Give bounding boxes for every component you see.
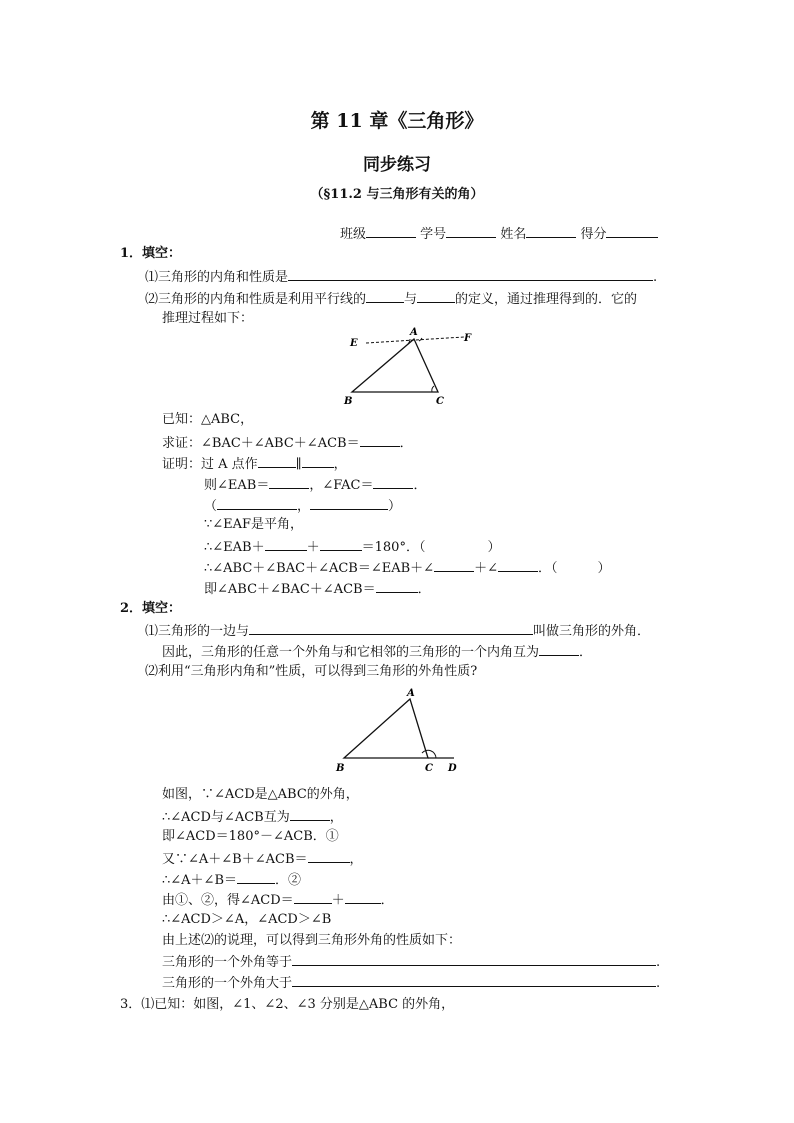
proof-blank-b[interactable] — [302, 455, 334, 468]
label-e: E — [350, 338, 358, 349]
q2-line-6-blank-b[interactable] — [345, 891, 381, 904]
q1-part2 — [145, 290, 637, 307]
label-b-2: B — [336, 763, 345, 774]
q2-part1 — [145, 622, 650, 639]
q1-heading: 1．填空： — [120, 246, 182, 261]
q1-part2-blank-b[interactable] — [417, 290, 455, 303]
q2-line-1: 如图，∵∠ACD是△ABC的外角， — [162, 787, 359, 802]
label-b: B — [344, 396, 353, 407]
student-info-row — [340, 223, 658, 242]
section-label: （§11.2 与三角形有关的角） — [310, 187, 484, 202]
number-blank[interactable] — [446, 225, 496, 238]
therefore2-text-a: ∴∠ABC＋∠BAC＋∠ACB＝∠EAB＋∠ — [204, 561, 435, 576]
therefore1-text-c: ＝180°．（ — [361, 540, 426, 555]
therefore1-blank-a[interactable] — [265, 538, 307, 551]
therefore1-text-b: ＋ — [306, 540, 320, 555]
known-line: 已知：△ABC， — [162, 412, 254, 427]
then-blank-b[interactable] — [373, 476, 413, 489]
that-is-text: 即∠ABC＋∠BAC＋∠ACB＝ — [204, 582, 376, 597]
that-is-blank[interactable] — [376, 580, 418, 593]
q1-part2-text-b: 与 — [404, 292, 418, 307]
q2-line-10-blank[interactable] — [292, 974, 656, 987]
paren-comma: ， — [297, 499, 311, 514]
q2-line-10-end: . — [656, 976, 661, 991]
q1-part2-cont: 推理过程如下： — [162, 311, 254, 326]
q2-line-7: ∴∠ACD＞∠A，∠ACD＞∠B — [162, 912, 332, 927]
parallel-symbol: ∥ — [295, 457, 302, 472]
therefore2-text-b: ＋∠ — [474, 561, 498, 576]
therefore-line-1 — [204, 538, 500, 555]
q2-line-2-end: ， — [329, 810, 343, 825]
class-blank[interactable] — [366, 225, 416, 238]
q2-part1-text-a: ⑴三角形的一边与 — [145, 624, 250, 639]
that-is-line — [204, 580, 431, 597]
q1-part1-text: ⑴三角形的内角和性质是 — [145, 270, 289, 285]
q2-line-4-end: ， — [349, 852, 363, 867]
proof-blank-a[interactable] — [258, 455, 296, 468]
paren-close: ） — [388, 499, 402, 514]
q2-line-5 — [162, 871, 301, 888]
label-a: A — [410, 327, 418, 338]
q2-line-9-blank[interactable] — [292, 953, 656, 966]
name-label: 姓名 — [500, 227, 527, 242]
q2-line-4-text: 又∵∠A＋∠B＋∠ACB＝ — [162, 852, 308, 867]
q2-part1-cont-end: ． — [579, 645, 593, 660]
label-f: F — [464, 333, 472, 344]
q1-part2-blank-a[interactable] — [366, 290, 404, 303]
class-label: 班级 — [340, 227, 367, 242]
prove-text: 求证：∠BAC＋∠ABC＋∠ACB＝ — [162, 436, 360, 451]
q1-part1 — [145, 268, 657, 285]
q1-part1-end: . — [653, 270, 658, 285]
label-c: C — [436, 396, 444, 407]
triangle-figure-1 — [340, 324, 480, 410]
label-c-2: C — [425, 763, 433, 774]
q2-line-5-blank[interactable] — [237, 871, 275, 884]
q2-part1-cont-text: 因此，三角形的任意一个外角与和它相邻的三角形的一个内角互为 — [162, 645, 540, 660]
paren-open: （ — [204, 499, 218, 514]
q2-line-9 — [162, 953, 660, 970]
because-line: ∵∠EAF是平角， — [204, 517, 304, 532]
q2-line-4-blank[interactable] — [308, 850, 350, 863]
therefore2-blank-a[interactable] — [434, 559, 474, 572]
triangle-figure-2 — [330, 682, 470, 776]
page-subtitle: 同步练习 — [363, 155, 431, 175]
score-label: 得分 — [580, 227, 607, 242]
q2-line-2-blank[interactable] — [290, 808, 330, 821]
q2-line-6-end: ． — [380, 893, 394, 908]
q2-line-2-text: ∴∠ACD与∠ACB互为 — [162, 810, 290, 825]
that-is-end: ． — [417, 582, 431, 597]
then-end: ． — [413, 478, 427, 493]
therefore1-end: ） — [487, 540, 501, 555]
q1-part1-blank[interactable] — [288, 268, 653, 281]
then-line — [204, 476, 426, 493]
q2-part1-text-b: 叫做三角形的外角． — [533, 624, 651, 639]
prove-end: ． — [399, 436, 413, 451]
therefore1-blank-b[interactable] — [320, 538, 362, 551]
q2-line-9-end: . — [656, 955, 661, 970]
q2-line-10-text: 三角形的一个外角大于 — [162, 976, 293, 991]
then-text-a: 则∠EAB＝ — [204, 478, 270, 493]
reason-blank-b[interactable] — [310, 497, 388, 510]
angle-mark-acd — [422, 750, 436, 758]
q1-part2-text-a: ⑵三角形的内角和性质是利用平行线的 — [145, 292, 367, 307]
q2-line-5-end: ．② — [275, 873, 302, 888]
q2-line-6-blank-a[interactable] — [294, 891, 332, 904]
therefore2-blank-b[interactable] — [498, 559, 538, 572]
name-blank[interactable] — [526, 225, 576, 238]
therefore2-end: ） — [597, 561, 611, 576]
reason-blank-a[interactable] — [217, 497, 297, 510]
q2-line-4 — [162, 850, 363, 867]
q2-line-8: 由上述⑵的说理，可以得到三角形外角的性质如下： — [162, 933, 462, 948]
then-blank-a[interactable] — [269, 476, 309, 489]
proof-line — [162, 455, 347, 472]
q2-part1-cont — [162, 643, 592, 660]
reason-line — [204, 497, 401, 514]
q2-line-9-text: 三角形的一个外角等于 — [162, 955, 293, 970]
q2-line-6-text-b: ＋ — [331, 893, 345, 908]
score-blank[interactable] — [606, 225, 658, 238]
label-a-2: A — [407, 688, 415, 699]
q1-part2-text-c: 的定义，通过推理得到的．它的 — [455, 292, 638, 307]
q2-line-5-text: ∴∠A＋∠B＝ — [162, 873, 237, 888]
q2-part1-cont-blank[interactable] — [539, 643, 579, 656]
proof-text-c: ， — [333, 457, 347, 472]
proof-text-a: 证明：过 A 点作 — [162, 457, 258, 472]
label-d-2: D — [448, 763, 457, 774]
therefore1-text-a: ∴∠EAB＋ — [204, 540, 265, 555]
triangle-abc — [352, 339, 438, 392]
q2-line-3: 即∠ACD＝180°－∠ACB．① — [162, 829, 339, 844]
q3-line: 3．⑴已知：如图，∠1、∠2、∠3 分别是△ABC 的外角， — [120, 997, 455, 1012]
q2-line-6 — [162, 891, 394, 908]
angle-mark-fac — [419, 338, 422, 341]
prove-blank[interactable] — [360, 434, 400, 447]
q2-line-2 — [162, 808, 343, 825]
q2-part1-blank[interactable] — [249, 622, 533, 635]
therefore-line-2 — [204, 559, 611, 576]
angle-mark-c — [432, 386, 434, 392]
number-label: 学号 — [420, 227, 447, 242]
page-title: 第 11 章《三角形》 — [310, 110, 484, 132]
then-text-b: ，∠FAC＝ — [309, 478, 374, 493]
triangle-abc-2 — [344, 699, 428, 758]
q2-line-6-text-a: 由①、②，得∠ACD＝ — [162, 893, 294, 908]
q2-line-10 — [162, 974, 660, 991]
therefore2-text-c: ．（ — [537, 561, 558, 576]
prove-line — [162, 434, 413, 451]
q2-heading: 2．填空： — [120, 601, 182, 616]
q2-part2: ⑵利用“三角形内角和”性质，可以得到三角形的外角性质? — [145, 664, 478, 679]
